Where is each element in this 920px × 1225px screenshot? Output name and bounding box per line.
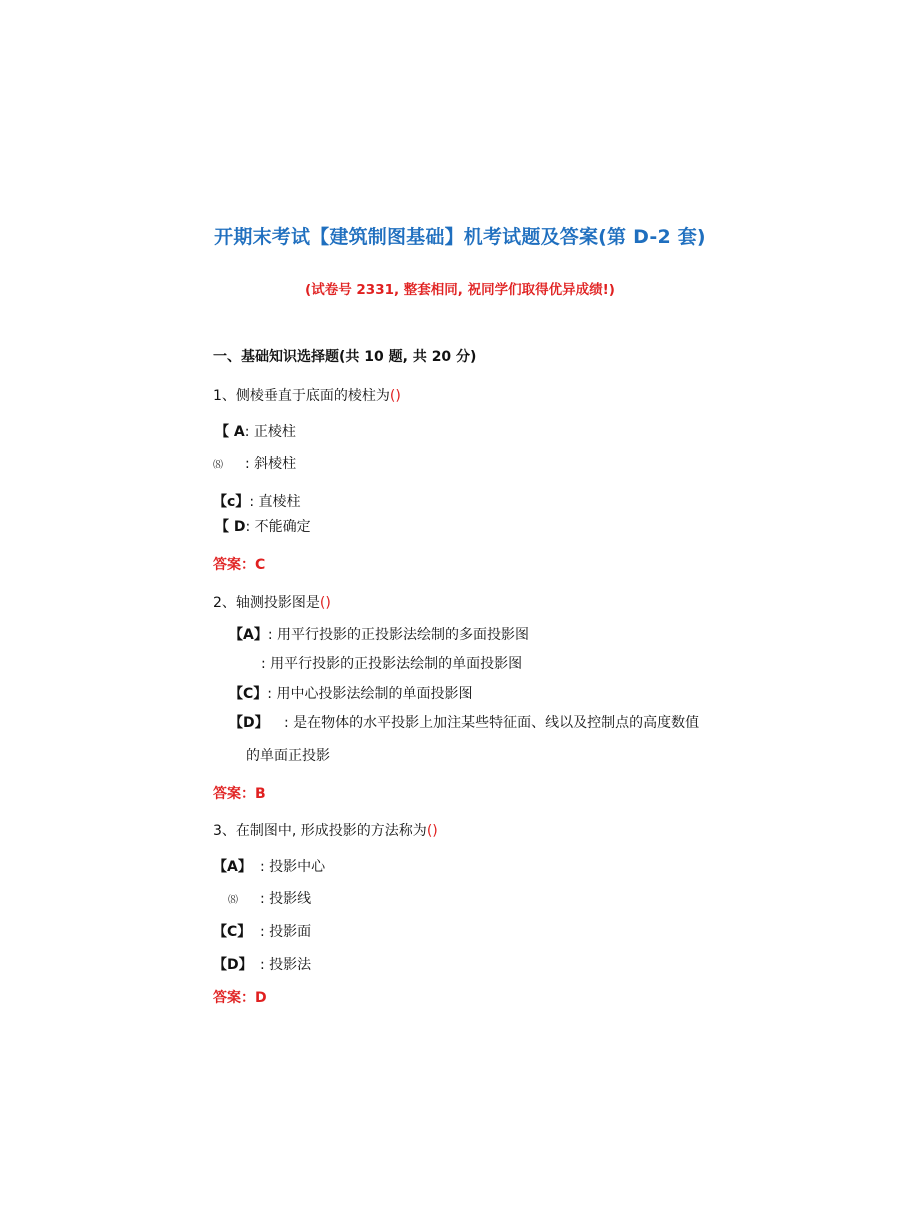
document-title: 开期末考试【建筑制图基础】机考试题及答案(第 D-2 套): [214, 226, 706, 248]
q3-option-a-text: : 投影中心: [260, 859, 326, 875]
q2-option-d-text: : 是在物体的水平投影上加注某些特征面、线以及控制点的高度数值: [284, 715, 700, 731]
q3-answer: 答案：D: [213, 990, 267, 1006]
q3-option-a-marker: 【A】: [213, 859, 252, 875]
q3-option-b-text: : 投影线: [260, 891, 312, 907]
q3-option-c-text: : 投影面: [260, 924, 312, 940]
q2-option-a-text: : 用平行投影的正投影法绘制的多面投影图: [267, 627, 530, 643]
q1-option-a: [215, 421, 296, 441]
q1-answer: 答案：C: [213, 557, 266, 573]
q3-option-b-marker: ⑻: [228, 895, 238, 906]
question-1: [213, 385, 401, 405]
q2-option-d-marker: 【D】: [229, 715, 269, 731]
q2-option-d-continuation: 的单面正投影: [246, 748, 330, 764]
question-1-text: 1、侧棱垂直于底面的棱柱为: [213, 388, 390, 404]
question-2-paren: (): [319, 595, 331, 611]
q2-option-c-text: : 用中心投影法绘制的单面投影图: [267, 686, 473, 702]
q1-option-b-text: : 斜棱柱: [245, 456, 297, 472]
question-2: [213, 592, 331, 612]
q2-option-c: [229, 683, 472, 703]
q3-option-c-marker: 【C】: [213, 924, 252, 940]
section-heading: 一、基础知识选择题(共 10 题, 共 20 分): [213, 349, 477, 365]
question-2-text: 2、轴测投影图是: [213, 595, 320, 611]
q1-option-d-marker: 【 D: [215, 519, 246, 535]
q3-option-d-text: : 投影法: [260, 957, 312, 973]
q1-option-d-text: : 不能确定: [245, 519, 311, 535]
q2-option-a-marker: 【A】: [229, 627, 268, 643]
q1-option-d: [215, 516, 311, 536]
q1-option-c-marker: 【c】: [213, 494, 250, 510]
q1-option-b-marker: ⑻: [213, 460, 223, 471]
q2-option-b: [261, 653, 522, 673]
question-3-text: 3、在制图中, 形成投影的方法称为: [213, 823, 427, 839]
q2-answer: 答案：B: [213, 786, 266, 802]
document-subtitle: (试卷号 2331, 整套相同, 祝同学们取得优异成绩!): [305, 282, 615, 298]
q1-option-b: [213, 453, 296, 473]
q3-option-b: [228, 888, 311, 908]
question-3-paren: (): [426, 823, 438, 839]
q2-option-c-marker: 【C】: [229, 686, 268, 702]
q3-option-d: [213, 954, 311, 974]
q2-option-b-text: : 用平行投影的正投影法绘制的单面投影图: [261, 656, 523, 672]
q1-option-a-text: : 正棱柱: [244, 424, 296, 440]
question-3: [213, 820, 438, 840]
q2-option-d: [229, 712, 699, 732]
q3-option-a: [213, 856, 325, 876]
q1-option-c: [213, 491, 300, 511]
question-1-paren: (): [389, 388, 401, 404]
q2-option-a: [229, 624, 529, 644]
q1-option-c-text: : 直棱柱: [249, 494, 301, 510]
q3-option-c: [213, 921, 311, 941]
q1-option-a-marker: 【 A: [215, 424, 245, 440]
q3-option-d-marker: 【D】: [213, 957, 253, 973]
